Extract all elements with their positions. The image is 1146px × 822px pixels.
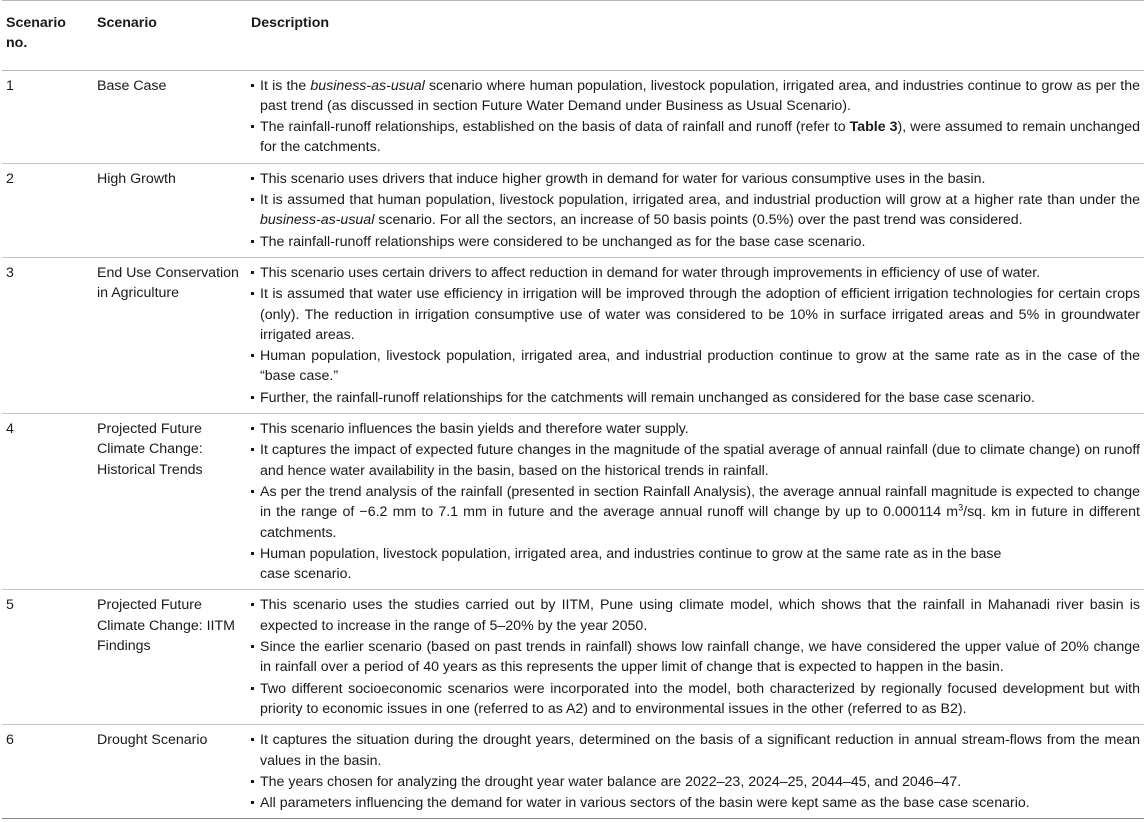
scenario-number: 3	[2, 257, 93, 413]
description-bullet	[247, 419, 1140, 439]
scenario-number: 1	[2, 70, 93, 163]
bullet-text: Human population, livestock population, irrigated area, and industrial production continue to grow at the same rate as in the case of the “base case.”	[260, 348, 1140, 385]
description-bullet-list	[247, 595, 1140, 719]
bullet-text: It is the business-as-usual scenario where human population, livestock population, irrigated area, and industries continue to grow as per the past trend (as discussed in section Future Water Demand under Business as Usual Scenario).	[260, 77, 1140, 114]
description-bullet-list	[247, 263, 1140, 408]
table-row	[2, 725, 1144, 819]
bullet-text: As per the trend analysis of the rainfall (presented in section Rainfall Analysis), the average annual rainfall magnitude is expected to change in the range of −6.2 mm to 7.1 mm in future and the average annual runoff will change by up to 0.000114 $m^3/sq$. km in future in different catchments.	[260, 483, 1140, 541]
bullet-icon	[251, 396, 254, 399]
bullet-text: Since the earlier scenario (based on past trends in rainfall) shows low rainfall change, we have considered the upper value of 20% change in rainfall over a period of 40 years as this represents the upper limit of change that is expected to happen in the basin.	[260, 639, 1140, 676]
bullet-icon	[251, 552, 254, 555]
scenario-description	[247, 590, 1144, 725]
header-scenario-no: Scenario no.	[2, 1, 93, 71]
table-row	[2, 414, 1144, 590]
header-description: Description	[247, 1, 1144, 71]
bullet-icon	[251, 603, 254, 606]
scenario-number: 5	[2, 590, 93, 725]
description-bullet	[247, 169, 1140, 189]
description-bullet-list	[247, 76, 1140, 158]
scenario-description	[247, 70, 1144, 163]
bullet-icon	[251, 240, 254, 243]
description-bullet	[247, 637, 1140, 678]
scenario-name: High Growth	[93, 163, 247, 257]
bullet-icon	[251, 177, 254, 180]
bullet-icon	[251, 801, 254, 804]
scenario-description	[247, 257, 1144, 413]
description-bullet	[247, 190, 1140, 231]
table-row	[2, 257, 1144, 413]
bullet-icon	[251, 645, 254, 648]
bullet-icon	[251, 490, 254, 493]
bullet-text: All parameters influencing the demand for water in various sectors of the basin were kept same as the base case scenario.	[260, 795, 1030, 812]
bullet-text: This scenario uses certain drivers to affect reduction in demand for water through improvements in efficiency of use of water.	[260, 264, 1041, 281]
description-bullet	[247, 679, 1140, 720]
description-bullet	[247, 730, 1140, 771]
table-header-row	[2, 1, 1144, 71]
description-bullet-list	[247, 730, 1140, 813]
bullet-icon	[251, 738, 254, 741]
description-bullet-list	[247, 169, 1140, 252]
description-bullet	[247, 772, 1140, 792]
description-bullet	[247, 440, 1140, 481]
bullet-text: It captures the situation during the drought years, determined on the basis of a significant reduction in annual stream-flows from the mean values in the basin.	[260, 732, 1140, 769]
bullet-text: This scenario uses drivers that induce higher growth in demand for water for various consumptive uses in the basin.	[260, 170, 986, 187]
description-bullet	[247, 117, 1140, 158]
bullet-icon	[251, 354, 254, 357]
bullet-icon	[251, 780, 254, 783]
scenario-name: Drought Scenario	[93, 725, 247, 819]
description-bullet	[247, 284, 1140, 345]
bullet-text: It captures the impact of expected future changes in the magnitude of the spatial average of annual rainfall (due to climate change) on runoff and hence water availability in the basin, based on the historical trends in rainfall.	[260, 442, 1140, 479]
bullet-icon	[251, 427, 254, 430]
bullet-text: Human population, livestock population, irrigated area, and industries continue to grow at the same rate as in the base case scenario.	[260, 545, 1002, 583]
description-bullet	[247, 793, 1140, 813]
bullet-icon	[251, 125, 254, 128]
bullet-text: This scenario influences the basin yields and therefore water supply.	[260, 421, 689, 438]
scenario-description	[247, 725, 1144, 819]
bullet-text: It is assumed that water use efficiency in irrigation will be improved through the adoption of efficient irrigation technologies for certain crops (only). The reduction in irrigation consumptive use of water was considered to be 10% in surface irrigated areas and 5% in groundwater irrigated areas.	[260, 286, 1140, 343]
scenario-name: End Use Conservation in Agriculture	[93, 257, 247, 413]
description-bullet-list	[247, 419, 1140, 584]
bullet-text: The years chosen for analyzing the drought year water balance are 2022–23, 2024–25, 2044–45, and 2046–47.	[260, 773, 962, 790]
description-bullet	[247, 595, 1140, 636]
description-bullet	[247, 263, 1140, 283]
bullet-text: The rainfall-runoff relationships, established on the basis of data of rainfall and runoff (refer to Table 3), were assumed to remain unchanged for the catchments.	[260, 119, 1140, 156]
scenario-table	[2, 0, 1144, 819]
bullet-icon	[251, 84, 254, 87]
description-bullet	[247, 388, 1140, 408]
table-row	[2, 70, 1144, 163]
bullet-text: The rainfall-runoff relationships were considered to be unchanged as for the base case scenario.	[260, 233, 866, 250]
bullet-icon	[251, 687, 254, 690]
scenario-name: Projected Future Climate Change: IITM Findings	[93, 590, 247, 725]
scenario-description	[247, 414, 1144, 590]
bullet-icon	[251, 448, 254, 451]
bullet-icon	[251, 292, 254, 295]
description-bullet	[247, 232, 1140, 252]
description-bullet	[247, 544, 1140, 585]
table-row	[2, 590, 1144, 725]
description-bullet	[247, 76, 1140, 117]
bullet-icon	[251, 198, 254, 201]
header-scenario: Scenario	[93, 1, 247, 71]
scenario-number: 4	[2, 414, 93, 590]
bullet-icon	[251, 271, 254, 274]
table-row	[2, 163, 1144, 257]
bullet-text: This scenario uses the studies carried out by IITM, Pune using climate model, which shows that the rainfall in Mahanadi river basin is expected to increase in the range of 5–20% by the year 2050.	[260, 597, 1140, 634]
bullet-text: It is assumed that human population, livestock population, irrigated area, and industrial production will grow at a higher rate than under the business-as-usual scenario. For all the sectors, an increase of 50 basis points (0.5%) over the past trend was considered.	[260, 192, 1140, 229]
description-bullet	[247, 482, 1140, 543]
scenario-number: 6	[2, 725, 93, 819]
scenario-name: Base Case	[93, 70, 247, 163]
description-bullet	[247, 346, 1140, 387]
bullet-text: Further, the rainfall-runoff relationships for the catchments will remain unchanged as considered for the base case scenario.	[260, 389, 1035, 406]
bullet-text: Two different socioeconomic scenarios were incorporated into the model, both characterized by regionally focused development but with priority to economic issues in one (referred to as A2) and to environmental issues in the other (referred to as B2).	[260, 680, 1140, 717]
scenario-description	[247, 163, 1144, 257]
scenario-name: Projected Future Climate Change: Historical Trends	[93, 414, 247, 590]
scenario-number: 2	[2, 163, 93, 257]
